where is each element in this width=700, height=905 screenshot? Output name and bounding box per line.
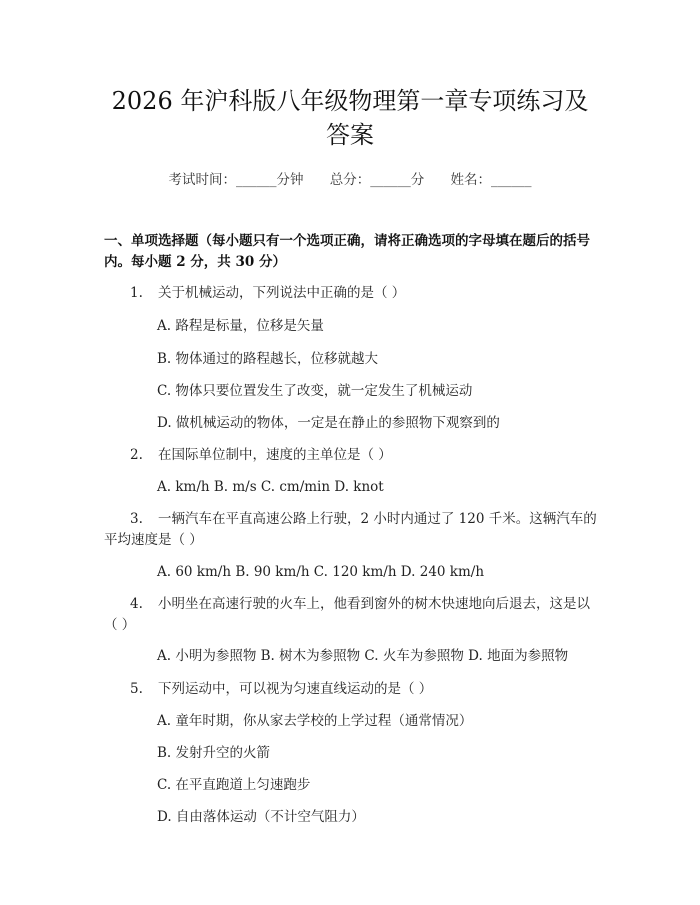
question-2-options: A. km/h B. m/s C. cm/min D. knot	[157, 479, 384, 495]
question-5	[130, 679, 432, 700]
question-1-option-b: B. 物体通过的路程越长，位移就越大	[157, 351, 379, 367]
question-5-option-c: C. 在平直跑道上匀速跑步	[157, 777, 311, 793]
question-1-option-c: C. 物体只要位置发生了改变，就一定发生了机械运动	[157, 383, 473, 399]
title-line-1: 2026 年沪科版八年级物理第一章专项练习及	[111, 87, 589, 115]
student-name-label: 姓名：______	[450, 172, 532, 188]
question-stem: 下列运动中，可以视为匀速直线运动的是（ ）	[158, 681, 433, 697]
question-5-option-d: D. 自由落体运动（不计空气阻力）	[157, 809, 365, 825]
question-stem: 小明坐在高速行驶的火车上，他看到窗外的树木快速地向后退去，这是以（ ）	[104, 596, 590, 633]
question-1-option-d: D. 做机械运动的物体，一定是在静止的参照物下观察到的	[157, 415, 500, 431]
exam-time-label: 考试时间：______分钟	[168, 172, 304, 188]
question-number: 3.	[130, 511, 143, 527]
question-stem: 关于机械运动，下列说法中正确的是（ ）	[158, 285, 406, 301]
question-4	[104, 594, 602, 636]
question-number: 4.	[130, 596, 143, 612]
question-number: 5.	[130, 681, 143, 697]
total-score-label: 总分：______分	[329, 172, 425, 188]
title-line-2: 答案	[326, 121, 374, 149]
question-5-option-a: A. 童年时期，你从家去学校的上学过程（通常情况）	[157, 713, 473, 729]
question-1-option-a: A. 路程是标量，位移是矢量	[157, 318, 324, 334]
question-4-options: A. 小明为参照物 B. 树木为参照物 C. 火车为参照物 D. 地面为参照物	[157, 648, 569, 664]
question-number: 2.	[130, 447, 143, 463]
document-title	[90, 84, 610, 152]
question-2	[130, 445, 392, 466]
question-3	[104, 509, 602, 551]
question-number: 1.	[130, 285, 143, 301]
question-5-option-b: B. 发射升空的火箭	[157, 745, 271, 761]
question-stem: 一辆汽车在平直高速公路上行驶，2 小时内通过了 120 千米。这辆汽车的平均速度是（ ）	[104, 511, 597, 548]
exam-info-line	[0, 168, 700, 188]
section-heading: 一、单项选择题（每小题只有一个选项正确，请将正确选项的字母填在题后的括号内。每小题 2 分，共 30 分）	[104, 233, 590, 270]
question-stem: 在国际单位制中，速度的主单位是（ ）	[158, 447, 392, 463]
question-3-options: A. 60 km/h B. 90 km/h C. 120 km/h D. 240 km/h	[157, 564, 485, 580]
question-1	[130, 283, 405, 304]
